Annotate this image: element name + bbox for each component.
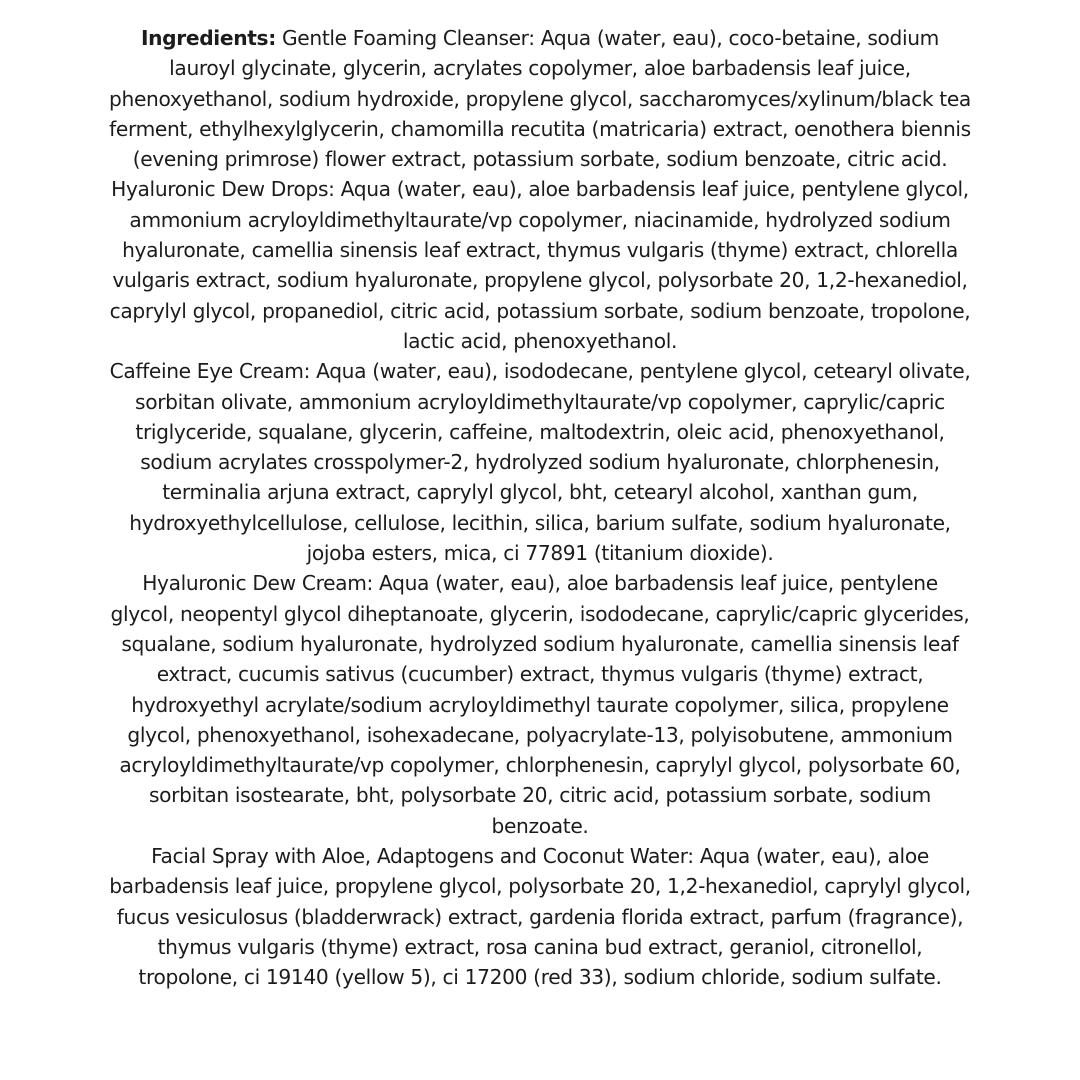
section-text-dew-cream: Hyaluronic Dew Cream: Aqua (water, eau), aloe barbadensis leaf juice, pentylene glycol, neopentyl glycol diheptanoate, glycerin, isododecane, caprylic/capric glycerides, squalane, sodium hyaluronate, hydrolyzed sodium hyaluronate, camellia sinensis leaf extract, cucumis sativus (cucumber) extract, thymus vulgaris (thyme) extract, hydroxyethyl acrylate/sodium acryloyldimethyl taurate copolymer, silica, propylene glycol, phenoxyethanol, isohexadecane, polyacrylate-13, polyisobutene, ammonium acryloyldimethyltaurate/vp copolymer, chlorphenesin, caprylyl glycol, polysorbate 60, sorbitan isostearate, bht, polysorbate 20, citric acid, potassium sorbate, sodium benzoate. xyxy=(110,571,970,838)
section-text-dew-drops: Hyaluronic Dew Drops: Aqua (water, eau), aloe barbadensis leaf juice, pentylene glycol, ammonium acryloyldimethyltaurate/vp copolymer, niacinamide, hydrolyzed sodium hyaluronate, camellia sinensis leaf extract, thymus vulgaris (thyme) extract, chlorella vulgaris extract, sodium hyaluronate, propylene glycol, polysorbate 20, 1,2-hexanediol, caprylyl glycol, propanediol, citric acid, potassium sorbate, sodium benzoate, tropolone, lactic acid, phenoxyethanol. xyxy=(109,177,971,353)
ingredients-text-block xyxy=(108,23,972,993)
ingredients-section-cleanser xyxy=(108,23,972,174)
ingredients-label: Ingredients: xyxy=(140,26,276,50)
section-text-facial-spray: Facial Spray with Aloe, Adaptogens and Coconut Water: Aqua (water, eau), aloe barbadensis leaf juice, propylene glycol, polysorbate 20, 1,2-hexanediol, caprylyl glycol, fucus vesiculosus (bladderwrack) extract, gardenia florida extract, parfum (fragrance), thymus vulgaris (thyme) extract, rosa canina bud extract, geraniol, citronellol, tropolone, ci 19140 (yellow 5), ci 17200 (red 33), sodium chloride, sodium sulfate. xyxy=(109,844,971,990)
ingredients-section-dew-drops xyxy=(108,174,972,356)
ingredients-section-dew-cream xyxy=(108,568,972,841)
ingredients-section-eye-cream xyxy=(108,356,972,568)
section-text-cleanser: Gentle Foaming Cleanser: Aqua (water, eau), coco-betaine, sodium lauroyl glycinate, glycerin, acrylates copolymer, aloe barbadensis leaf juice, phenoxyethanol, sodium hydroxide, propylene glycol, saccharomyces/xylinum/black tea ferment, ethylhexylglycerin, chamomilla recutita (matricaria) extract, oenothera biennis (evening primrose) flower extract, potassium sorbate, sodium benzoate, citric acid. xyxy=(109,26,971,172)
ingredients-section-facial-spray xyxy=(108,841,972,992)
section-text-eye-cream: Caffeine Eye Cream: Aqua (water, eau), isododecane, pentylene glycol, cetearyl olivate, sorbitan olivate, ammonium acryloyldimethyltaurate/vp copolymer, caprylic/capric triglyceride, squalane, glycerin, caffeine, maltodextrin, oleic acid, phenoxyethanol, sodium acrylates crosspolymer-2, hydrolyzed sodium hyaluronate, chlorphenesin, terminalia arjuna extract, caprylyl glycol, bht, cetearyl alcohol, xanthan gum, hydroxyethylcellulose, cellulose, lecithin, silica, barium sulfate, sodium hyaluronate, jojoba esters, mica, ci 77891 (titanium dioxide). xyxy=(109,359,971,566)
